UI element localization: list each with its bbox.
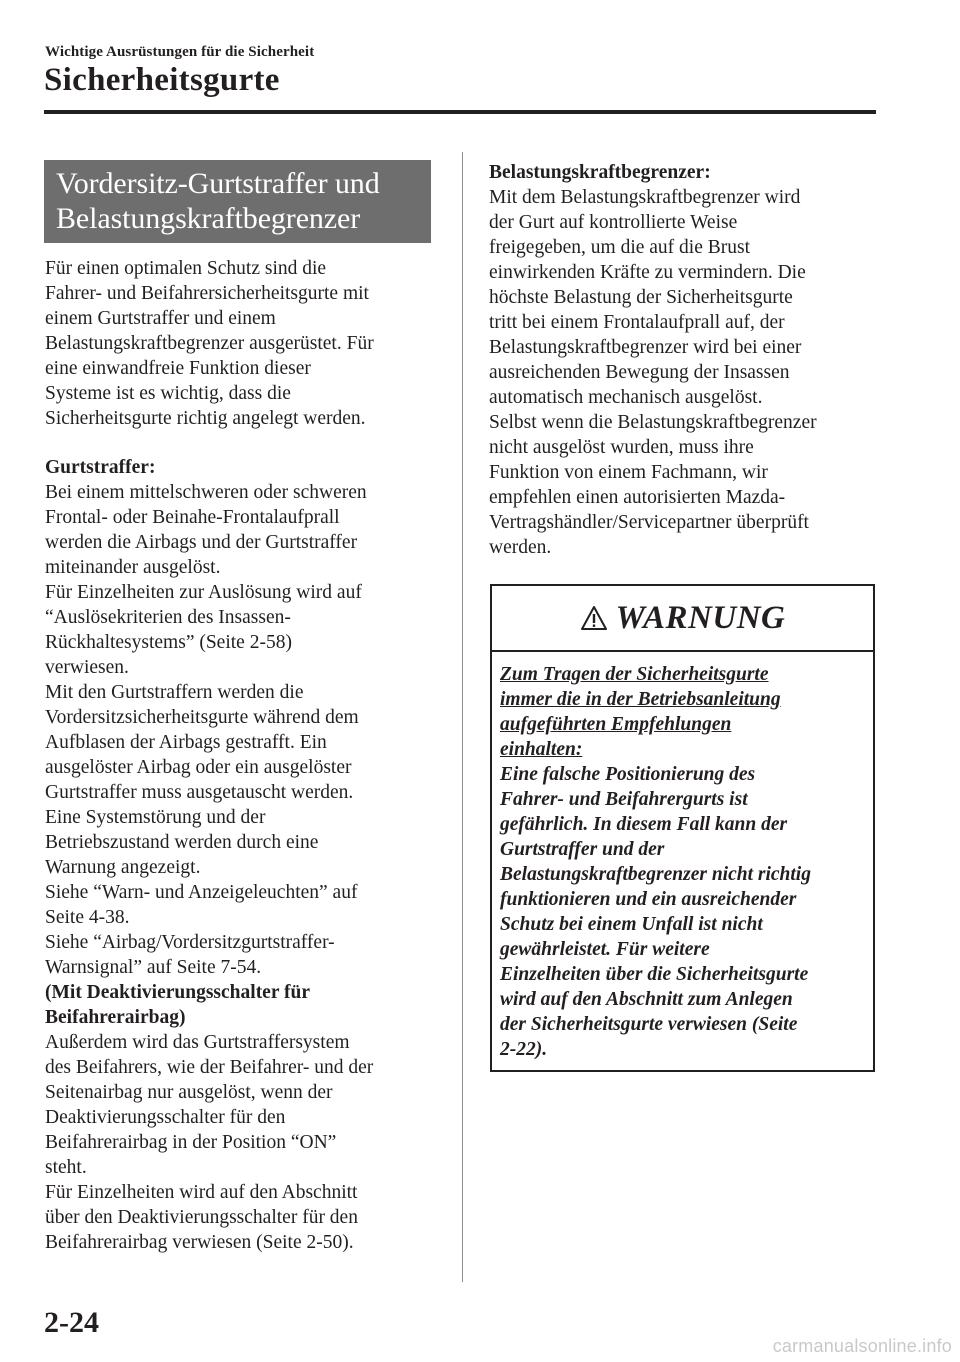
deactivation-heading-line-2: Beifahrerairbag)	[45, 1007, 186, 1028]
page-title: Sicherheitsgurte	[44, 62, 280, 98]
warning-box	[490, 584, 875, 1072]
watermark-url: carmanualsonline.info	[772, 1336, 952, 1356]
warning-text-line: funktionieren und ein ausreichender	[500, 889, 797, 910]
warning-text-line: wird auf den Abschnitt zum Anlegen	[500, 989, 793, 1010]
text-line: Funktion von einem Fachmann, wir	[489, 462, 768, 483]
text-line: Für Einzelheiten zur Auslösung wird auf	[45, 582, 362, 603]
text-line: Seitenairbag nur ausgelöst, wenn der	[45, 1082, 333, 1103]
text-line: Mit dem Belastungskraftbegrenzer wird	[489, 187, 801, 208]
warning-triangle-icon	[580, 605, 608, 631]
text-line: ausreichenden Bewegung der Insassen	[489, 362, 790, 383]
warning-text-line: 2-22).	[500, 1039, 548, 1060]
warning-text-line: Belastungskraftbegrenzer nicht richtig	[500, 864, 811, 885]
text-line: Warnung angezeigt.	[45, 857, 201, 878]
text-line: Belastungskraftbegrenzer ausgerüstet. Für	[45, 333, 374, 354]
text-line: Belastungskraftbegrenzer wird bei einer	[489, 337, 802, 358]
text-line: Deaktivierungsschalter für den	[45, 1107, 286, 1128]
column-divider	[462, 152, 463, 1282]
text-line: Bei einem mittelschweren oder schweren	[45, 482, 367, 503]
warning-instruction-line: immer die in der Betriebsanleitung	[500, 689, 781, 710]
text-line: Frontal- oder Beinahe-Frontalaufprall	[45, 507, 340, 528]
text-line: Vertragshändler/Servicepartner überprüft	[489, 512, 809, 533]
text-line: werden.	[489, 537, 552, 558]
deactivation-heading-line-1: (Mit Deaktivierungsschalter für	[45, 982, 311, 1003]
text-line: ausgelöster Airbag oder ein ausgelöster	[45, 757, 352, 778]
text-line: Systeme ist es wichtig, dass die	[45, 383, 291, 404]
text-line: des Beifahrers, wie der Beifahrer- und der	[45, 1057, 374, 1078]
warning-body	[492, 652, 873, 1062]
text-line: einwirkenden Kräfte zu vermindern. Die	[489, 262, 806, 283]
text-line: Eine Systemstörung und der	[45, 807, 266, 828]
text-line: Für Einzelheiten wird auf den Abschnitt	[45, 1182, 358, 1203]
text-line: miteinander ausgelöst.	[45, 557, 221, 578]
section-title-line-1: Vordersitz-Gurtstraffer und	[56, 167, 380, 200]
section-title-box	[44, 160, 431, 243]
warning-instruction	[500, 662, 873, 762]
load-limiter-text	[489, 185, 817, 560]
text-line: Siehe “Warn- und Anzeigeleuchten” auf	[45, 882, 358, 903]
section-title-line-2: Belastungskraftbegrenzer	[56, 202, 361, 235]
chapter-subtitle: Wichtige Ausrüstungen für die Sicherheit	[45, 44, 315, 60]
text-line: Beifahrerairbag verwiesen (Seite 2-50).	[45, 1232, 354, 1253]
text-line: werden die Airbags und der Gurtstraffer	[45, 532, 358, 553]
right-column	[489, 160, 817, 560]
paragraph-gap	[45, 431, 374, 455]
text-line: “Auslösekriterien des Insassen-	[45, 607, 291, 628]
text-line: Aufblasen der Airbags gestrafft. Ein	[45, 732, 327, 753]
text-line: Vordersitzsicherheitsgurte während dem	[45, 707, 359, 728]
text-line: freigegeben, um die auf die Brust	[489, 237, 750, 258]
gurtstraffer-text	[45, 480, 374, 980]
page-number: 2-24	[44, 1306, 99, 1339]
warning-text-line: der Sicherheitsgurte verwiesen (Seite	[500, 1014, 798, 1035]
text-line: empfehlen einen autorisierten Mazda-	[489, 487, 786, 508]
text-line: einem Gurtstraffer und einem	[45, 308, 276, 329]
text-line: Sicherheitsgurte richtig angelegt werden.	[45, 408, 366, 429]
left-column	[45, 256, 374, 1255]
text-line: Mit den Gurtstraffern werden die	[45, 682, 304, 703]
warning-text	[500, 762, 873, 1062]
text-line: der Gurt auf kontrollierte Weise	[489, 212, 738, 233]
warning-text-line: Eine falsche Positionierung des	[500, 764, 756, 785]
text-line: über den Deaktivierungsschalter für den	[45, 1207, 358, 1228]
intro-paragraph	[45, 256, 374, 431]
gurtstraffer-heading: Gurtstraffer:	[45, 457, 156, 478]
text-line: Beifahrerairbag in der Position “ON”	[45, 1132, 337, 1153]
text-line: nicht ausgelöst wurden, muss ihre	[489, 437, 754, 458]
text-line: Gurtstraffer muss ausgetauscht werden.	[45, 782, 354, 803]
warning-text-line: Schutz bei einem Unfall ist nicht	[500, 914, 763, 935]
warning-instruction-line: aufgeführten Empfehlungen	[500, 714, 732, 735]
warning-instruction-line: Zum Tragen der Sicherheitsgurte	[500, 664, 769, 685]
text-line: verwiesen.	[45, 657, 129, 678]
warning-title: WARNUNG	[615, 599, 786, 636]
text-line: Fahrer- und Beifahrersicherheitsgurte mit	[45, 283, 369, 304]
warning-text-line: gewährleistet. Für weitere	[500, 939, 710, 960]
text-line: Selbst wenn die Belastungskraftbegrenzer	[489, 412, 817, 433]
warning-text-line: Einzelheiten über die Sicherheitsgurte	[500, 964, 809, 985]
header-rule	[44, 110, 876, 114]
text-line: automatisch mechanisch ausgelöst.	[489, 387, 763, 408]
text-line: eine einwandfreie Funktion dieser	[45, 358, 311, 379]
text-line: Rückhaltesystems” (Seite 2-58)	[45, 632, 292, 653]
text-line: Seite 4-38.	[45, 907, 130, 928]
text-line: tritt bei einem Frontalaufprall auf, der	[489, 312, 785, 333]
text-line: steht.	[45, 1157, 87, 1178]
warning-instruction-line: einhalten:	[500, 739, 583, 760]
warning-header	[492, 586, 873, 652]
deactivation-text	[45, 1030, 374, 1255]
text-line: Für einen optimalen Schutz sind die	[45, 258, 327, 279]
warning-text-line: Gurtstraffer und der	[500, 839, 665, 860]
load-limiter-heading: Belastungskraftbegrenzer:	[489, 162, 711, 183]
text-line: Warnsignal” auf Seite 7-54.	[45, 957, 262, 978]
text-line: Betriebszustand werden durch eine	[45, 832, 319, 853]
warning-text-line: Fahrer- und Beifahrergurts ist	[500, 789, 748, 810]
text-line: Außerdem wird das Gurtstraffersystem	[45, 1032, 350, 1053]
text-line: Siehe “Airbag/Vordersitzgurtstraffer-	[45, 932, 335, 953]
text-line: höchste Belastung der Sicherheitsgurte	[489, 287, 793, 308]
warning-text-line: gefährlich. In diesem Fall kann der	[500, 814, 788, 835]
